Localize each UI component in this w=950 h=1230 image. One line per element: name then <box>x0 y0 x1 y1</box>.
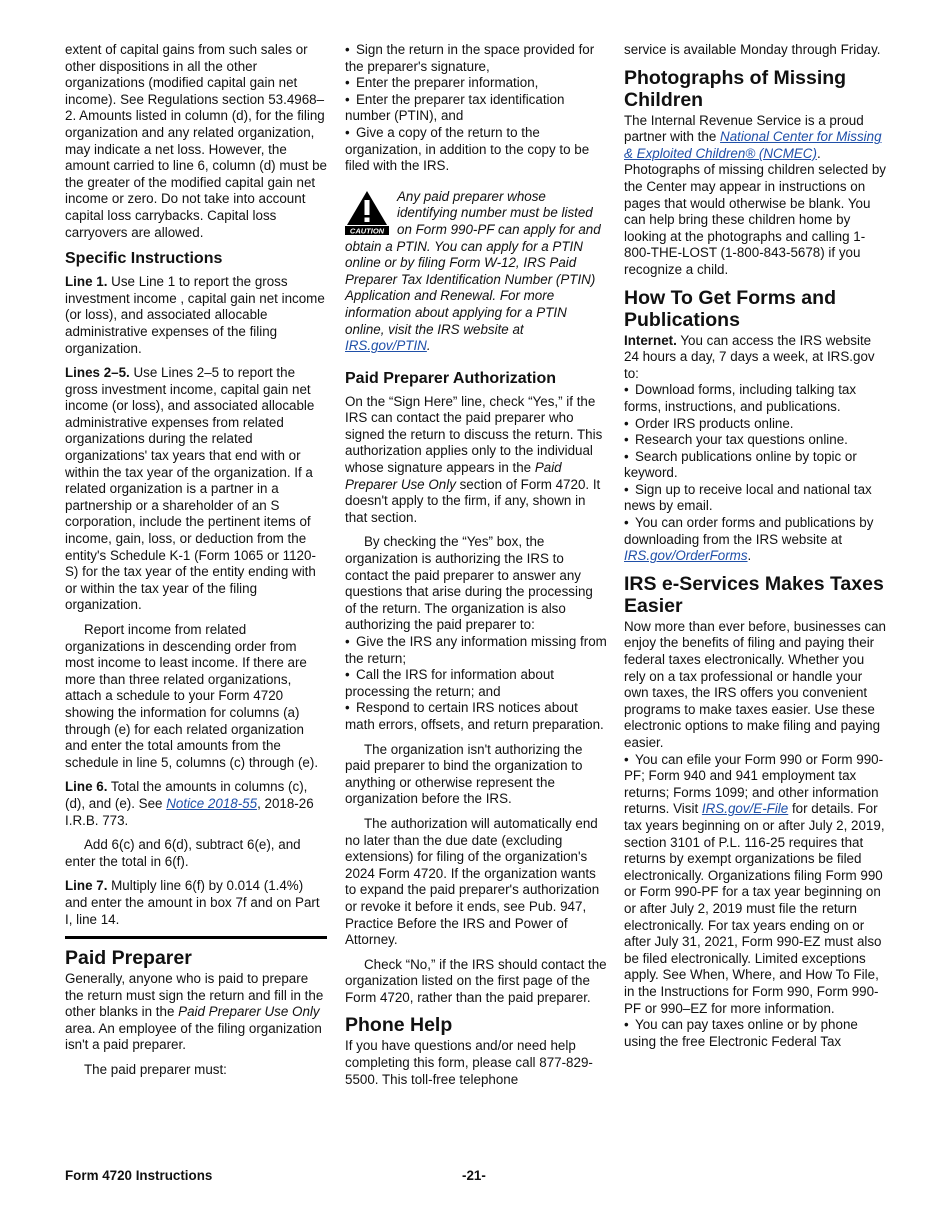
auth-pre: On the “Sign Here” line, check “Yes,” if the IRS can contact the paid preparer who signed the return to discuss the return. This authorization applies only to the individual whose signature appears in the <box>345 393 603 476</box>
lines-2-5-lead: Lines 2–5. <box>65 365 130 381</box>
paragraph-e-services: Now more than ever before, businesses can enjoy the benefits of filing and paying their federal taxes electronically. Whether you rely on a tax professional or handle your own taxes, the IRS offers you convenient programs to make taxes easier. Use these electronic options to make filing and paying easier. <box>624 618 887 750</box>
paragraph-sign-here <box>345 394 607 527</box>
list-item: • Respond to certain IRS notices about math errors, offsets, and return preparation. <box>345 700 604 732</box>
list-item-text: Give the IRS any information missing from the return; <box>345 634 607 666</box>
list-item: • Order IRS products online. <box>624 415 794 431</box>
list-item-text: Download forms, including talking tax forms, instructions, and publications. <box>624 382 857 414</box>
column-left <box>65 42 327 1087</box>
order-pre: You can order forms and publications by downloading from the IRS website at <box>624 515 874 547</box>
missing-pre: The Internal Revenue Service is a proud partner with the <box>624 112 864 145</box>
order-end: . <box>747 548 752 564</box>
footer-form-name: Form 4720 Instructions <box>65 1168 213 1183</box>
caution-label: CAUTION <box>349 226 385 235</box>
line-1-text: Use Line 1 to report the gross investment income , capital gain net income (or loss), and associated allocable administrative expenses of the filing organization. <box>65 274 325 356</box>
line-6-pre: Total the amounts in columns (c), (d), and (e). See <box>65 779 308 811</box>
list-item-text: Give a copy of the return to the organization, in addition to the copy to be filed with the IRS. <box>345 124 590 174</box>
paid-preparer-post: area. An employee of the filing organization isn't a paid preparer. <box>65 1020 322 1053</box>
auth-post: section of Form 4720. It doesn't apply to the firm, if any, shown in that section. <box>345 476 601 525</box>
list-item: • Call the IRS for information about processing the return; and <box>345 667 554 699</box>
efile-pre: You can efile your Form 990 or Form 990-PF; Form 940 and 941 employment tax returns; Forms 1099; and other information returns. Visit <box>624 751 884 817</box>
list-item-text: You can pay taxes online or by phone using the free Electronic Federal Tax <box>624 1017 858 1049</box>
preparer-duties-list <box>345 42 607 175</box>
authorization-list <box>345 634 607 734</box>
paragraph-preparer-must: The paid preparer must: <box>84 1062 227 1078</box>
paragraph-checking-yes: By checking the “Yes” box, the organization is authorizing the IRS to contact the paid preparer to answer any questions that arise during the processing of the return. The organization is also authorizing the paid preparer to: <box>345 534 593 633</box>
lines-2-5-text: Use Lines 2–5 to report the gross investment income, capital gain net income (or loss), and associated allocable administrative expenses from related organizations during the related organizations' tax years that end with or within the tax year of the organization. If a related organization is a partner in a partnership or a shareholder of an S corporation, include the pertinent items of income, gain, loss, or deduction from the entity's Schedule K-1 (Form 1065 or 1120-S) for the tax year of the entity ending with or within the tax year of the filing organization. <box>65 365 316 613</box>
heading-specific-instructions: Specific Instructions <box>65 250 223 268</box>
heading-paid-preparer-authorization: Paid Preparer Authorization <box>345 369 556 387</box>
paragraph-paid-preparer <box>65 971 327 1054</box>
paragraph-internet <box>624 333 886 383</box>
list-item-text: Research your tax questions online. <box>635 432 848 448</box>
list-item: • You can order forms and publications by downloading from the IRS website at IRS.gov/OrderForms. <box>624 515 874 564</box>
missing-post: . Photographs of missing children selected by the Center may appear in instructions on pages that would otherwise be blank. You can help bring these children home by looking at the photographs and calling 1-800-THE-LOST (1-800-843-5678) if you recognize a child. <box>624 145 887 277</box>
list-item-text: Enter the preparer information, <box>356 75 539 91</box>
paragraph-line-7 <box>65 878 327 928</box>
footer-page-number: -21- <box>462 1168 486 1183</box>
paragraph-lines-2-5 <box>65 365 327 614</box>
e-file-link[interactable]: IRS.gov/E-File <box>701 801 789 817</box>
paragraph-missing-children <box>624 113 886 279</box>
column-middle <box>345 42 607 1096</box>
heading-e-services: IRS e-Services Makes Taxes Easier <box>624 572 884 617</box>
list-item: • Research your tax questions online. <box>624 432 848 448</box>
caution-end: . <box>426 338 431 354</box>
paragraph-capital-gains: extent of capital gains from such sales or other dispositions in all the other organizations (modified capital gain net income). See Regulations section 53.4968–2. Amounts listed in column (d), for the filing organization and any related organization, may indicate a net loss. However, the amount carried to line 6, column (d) must be the greater of the modified capital gain net income or zero. Do not take into account capital loss carrybacks. Capital loss carryovers are allowed. <box>65 42 327 240</box>
internet-list <box>624 382 886 565</box>
paid-preparer-pre: Generally, anyone who is paid to prepare the return must sign the return and fill in the other blanks in the <box>65 971 324 1020</box>
efile-post: for details. For tax years beginning on or after July 2, 2019, section 3101 of P.L. 116-25 requires that returns by exempt organizations be filed electronically. Organizations filing Form 990 or Form 990-PF for a tax year beginning on or after July 2, 2019 must file the return electronically. For tax years ending on or after July 31, 2021, Form 990-EZ must also be filed electronically. Limited exceptions apply. See When, Where, and How To File, in the Instructions for Form 990, Form 990-PF or 990–EZ for more information. <box>624 801 885 1016</box>
list-item-text: Respond to certain IRS notices about math errors, offsets, and return preparation. <box>345 700 604 732</box>
paid-preparer-use-only: Paid Preparer Use Only <box>178 1004 320 1020</box>
list-item-text: Enter the preparer tax identification number (PTIN), and <box>345 91 565 124</box>
line-6-lead: Line 6. <box>65 779 108 795</box>
list-item: • Download forms, including talking tax forms, instructions, and publications. <box>624 382 857 414</box>
column-right <box>624 42 886 1050</box>
list-item: • You can efile your Form 990 or Form 990-PF; Form 940 and 941 employment tax returns; Forms 1099; and other information returns. Visit IRS.gov/E-File for details. For tax years beginning on or after July 2, 2019, section 3101 of P.L. 116-25 requires that returns by exempt organizations be filed electronically. Organizations filing Form 990 or Form 990-PF for a tax year beginning on or after July 2, 2019 must file the return electronically. For tax years ending on or after July 31, 2021, Form 990-EZ must also be filed electronically. Limited exceptions apply. See When, Where, and How To File, in the Instructions for Form 990, Form 990-PF or 990–EZ for more information. <box>624 751 885 1016</box>
list-item: • Give the IRS any information missing from the return; <box>345 634 607 666</box>
paragraph-add-6c-6d: Add 6(c) and 6(d), subtract 6(e), and enter the total in 6(f). <box>65 837 301 869</box>
list-item-text: Sign up to receive local and national tax news by email. <box>624 481 872 514</box>
paragraph-check-no: Check “No,” if the IRS should contact the organization listed on the first page of the Form 4720, rather than the paid preparer. <box>345 956 607 1005</box>
paragraph-authorization-end: The authorization will automatically end no later than the due date (excluding extensions) for filing of the organization's 2024 Form 4720. If the organization wants to expand the paid preparer's authorization or revoke it before it ends, see Pub. 947, Practice Before the IRS and Power of Attorney. <box>345 815 600 948</box>
paragraph-not-authorizing: The organization isn't authorizing the paid preparer to bind the organization to anything or otherwise represent the organization before the IRS. <box>345 741 583 807</box>
list-item: • Sign up to receive local and national tax news by email. <box>624 481 872 514</box>
irs-ptin-link[interactable]: IRS.gov/PTIN <box>345 338 427 354</box>
list-item: • Enter the preparer information, <box>345 75 539 91</box>
paragraph-phone-help: If you have questions and/or need help completing this form, please call 877-829-5500. This toll-free telephone <box>345 1038 593 1087</box>
heading-forms-publications: How To Get Forms and Publications <box>624 286 836 331</box>
list-item: • You can pay taxes online or by phone using the free Electronic Federal Tax <box>624 1017 858 1049</box>
caution-icon <box>345 189 389 235</box>
list-item-text: Order IRS products online. <box>635 415 794 431</box>
caution-note <box>345 189 607 355</box>
list-item: • Enter the preparer tax identification number (PTIN), and <box>345 91 565 124</box>
paragraph-service-hours: service is available Monday through Friday. <box>624 42 881 57</box>
heading-phone-help: Phone Help <box>345 1014 453 1037</box>
list-item-text: Sign the return in the space provided for the preparer's signature, <box>345 42 595 74</box>
internet-text: You can access the IRS website 24 hours a day, 7 days a week, at IRS.gov to: <box>624 332 875 381</box>
notice-2018-55-link[interactable]: Notice 2018-55 <box>166 795 258 811</box>
caution-text: Any paid preparer whose identifying number must be listed on Form 990-PF can apply for and obtain a PTIN. You can apply for a PTIN online or by filing Form W-12, IRS Paid Preparer Tax Identification Number (PTIN) Application and Renewal. For more information about applying for a PTIN online, visit the IRS website at <box>345 188 601 337</box>
line-7-text: Multiply line 6(f) by 0.014 (1.4%) and enter the amount in box 7f and on Part I, line 14. <box>65 878 320 927</box>
order-forms-link[interactable]: IRS.gov/OrderForms <box>624 548 748 564</box>
paragraph-report-income: Report income from related organizations in descending order from most income to least income. If there are more than three related organizations, attach a schedule to your Form 4720 showing the information for columns (a) through (e) for each related organization and enter the total amounts from the schedule in line 5, columns (c) through (e). <box>65 622 319 770</box>
heading-paid-preparer: Paid Preparer <box>65 936 327 969</box>
line-1-lead: Line 1. <box>65 274 108 290</box>
line-7-lead: Line 7. <box>65 878 108 894</box>
list-item: • Search publications online by topic or keyword. <box>624 448 857 481</box>
auth-use-only: Paid Preparer Use Only <box>345 460 562 492</box>
list-item: • Sign the return in the space provided for the preparer's signature, <box>345 42 595 74</box>
list-item-text: Search publications online by topic or keyword. <box>624 448 857 481</box>
list-item: • Give a copy of the return to the organization, in addition to the copy to be filed with the IRS. <box>345 124 590 174</box>
list-item-text: Call the IRS for information about processing the return; and <box>345 667 554 699</box>
heading-missing-children: Photographs of Missing Children <box>624 66 847 111</box>
paragraph-line-1 <box>65 274 327 357</box>
line-6-post: , 2018-26 I.R.B. 773. <box>65 795 314 828</box>
ncmec-link[interactable]: National Center for Missing & Exploited Children® (NCMEC) <box>624 129 882 161</box>
paragraph-line-6 <box>65 779 327 829</box>
internet-lead: Internet. <box>624 332 677 348</box>
